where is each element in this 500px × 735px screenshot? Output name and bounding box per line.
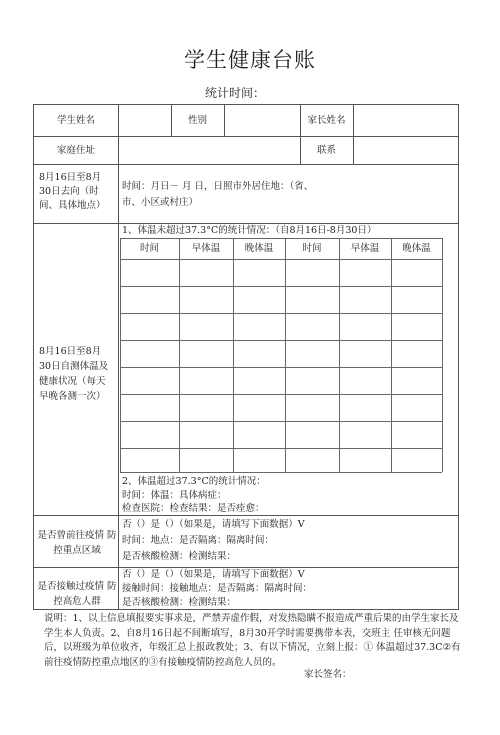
stat-time-label: 统计时间： <box>205 86 266 100</box>
header-time-1: 时间 <box>139 243 159 254</box>
temperature-label: 8月16日至8月 30日自测体温及 健康状况（每天 早晚各测一次） <box>39 346 109 402</box>
parent-name-field[interactable] <box>354 105 458 136</box>
header-evening-temp-1: 晚体温 <box>244 243 274 254</box>
gender-label: 性别 <box>187 115 207 126</box>
header-morning-temp-1: 早体温 <box>191 243 221 254</box>
section2-content[interactable]: 2、体温超过37.3°C的统计情况： 时间：体温：具体病症： 检查医院：检查结果：是否痊愈： <box>122 476 266 514</box>
header-morning-temp-2: 早体温 <box>350 243 380 254</box>
section1-title: 1、体温未超过37.3°C的统计情况：（自8月16日-8月30日） <box>122 225 377 236</box>
risk-area-label: 是否曾前往疫情 防 控重点区域 <box>37 530 117 556</box>
student-name-label: 学生姓名 <box>56 115 95 126</box>
contact-field[interactable] <box>354 136 458 164</box>
student-name-field[interactable] <box>119 105 171 136</box>
instructions-note: 说明：1、以上信息填报要实事求是，严禁弄虚作假，对发热隐瞒不报造成严重后果的由学生家长及 学生本人负责。2、自8月16日起不间断填写，8月30开学时需要携带本表，交班主 任审核无问题 后，以班级为单位收齐，年级汇总上报政教处；3、有以下情况，立刻上报：① 体温超过37.3C②有 前往疫情防控重点地区的③有接触疫情防控高危人员的。 <box>44 613 461 668</box>
high-risk-contact-label: 是否接触过疫情 防 控高危人群 <box>37 581 117 607</box>
contact-label: 联系 <box>316 144 336 156</box>
parent-name-label: 家长姓名 <box>307 115 346 126</box>
high-risk-contact-content[interactable]: 否（）是（）（如果是，请填写下面数据）V 接触时间：接触地点：是否隔离：隔离时间： 是否核酸检测：检测结果： <box>122 569 313 608</box>
whereabouts-content[interactable]: 时间：月日－ 月 日，日照市外居住地：（省、 市、小区或村庄） <box>122 181 314 208</box>
parent-signature-label: 家长签名： <box>304 669 352 680</box>
page-title: 学生健康台账 <box>184 48 316 72</box>
risk-area-content[interactable]: 否（）是（）（如果是，请填写下面数据）V 时间：地点：是否隔离：隔离时间： 是否核酸检测：检测结果： <box>122 519 305 562</box>
health-ledger-table <box>33 104 459 610</box>
address-field[interactable] <box>119 136 300 164</box>
address-label: 家庭住址 <box>56 144 95 156</box>
header-time-2: 时间 <box>302 243 322 254</box>
header-evening-temp-2: 晚体温 <box>402 243 431 254</box>
gender-field[interactable] <box>225 105 300 136</box>
whereabouts-label: 8月16日至8月 30日去向（时 间、具体地点） <box>39 172 106 211</box>
